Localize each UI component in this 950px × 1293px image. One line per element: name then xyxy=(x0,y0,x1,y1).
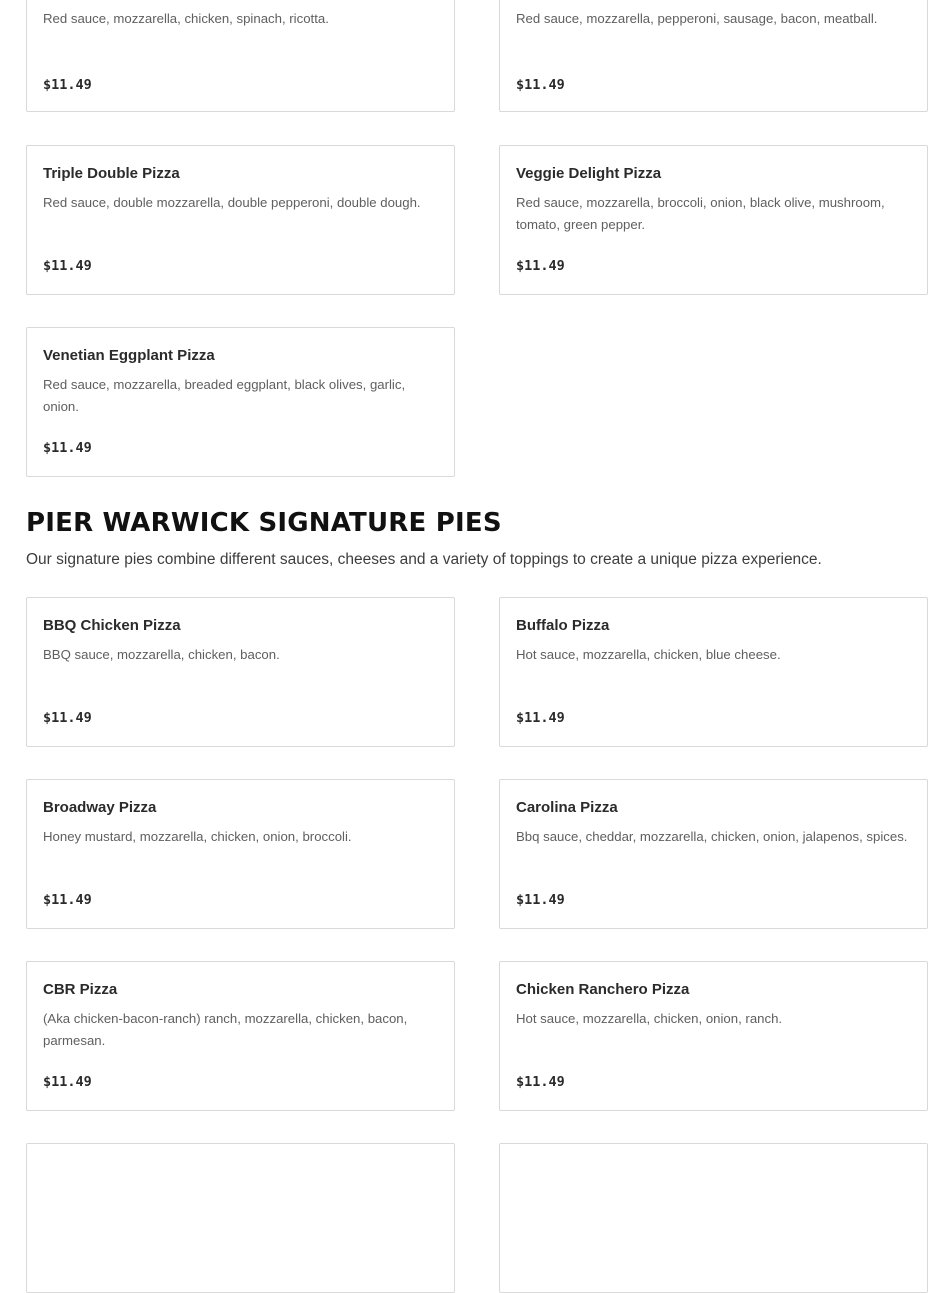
menu-item-card[interactable] xyxy=(26,1143,455,1293)
section-title: PIER WARWICK SIGNATURE PIES xyxy=(26,508,502,538)
menu-item-card[interactable] xyxy=(499,0,928,112)
menu-item-description: Bbq sauce, cheddar, mozzarella, chicken, onion, jalapenos, spices. xyxy=(516,829,908,844)
menu-item-card[interactable] xyxy=(499,779,928,929)
menu-item-card[interactable] xyxy=(499,1143,928,1293)
menu-item-name: CBR Pizza xyxy=(43,981,118,998)
menu-item-card[interactable] xyxy=(26,327,455,477)
menu-item-name: Veggie Delight Pizza xyxy=(516,165,662,182)
menu-item-price: $11.49 xyxy=(516,892,565,908)
menu-item-card[interactable] xyxy=(26,597,455,747)
menu-item-card[interactable] xyxy=(499,597,928,747)
menu-item-card[interactable] xyxy=(26,145,455,295)
menu-item-description: Red sauce, mozzarella, chicken, spinach, ricotta. xyxy=(43,11,329,26)
menu-item-description: Red sauce, mozzarella, pepperoni, sausage, bacon, meatball. xyxy=(516,11,878,26)
menu-item-name: Triple Double Pizza xyxy=(43,165,180,182)
menu-item-card[interactable] xyxy=(26,961,455,1111)
section-description: Our signature pies combine different sauces, cheeses and a variety of toppings to create a unique pizza experience. xyxy=(26,551,822,568)
menu-item-description: Red sauce, mozzarella, breaded eggplant, black olives, garlic, onion. xyxy=(43,377,406,414)
menu-item-price: $11.49 xyxy=(516,77,565,93)
menu-item-price: $11.49 xyxy=(516,1074,565,1090)
menu-item-card[interactable] xyxy=(499,961,928,1111)
menu-item-name: Broadway Pizza xyxy=(43,799,157,816)
menu-item-price: $11.49 xyxy=(43,892,92,908)
menu-item-name: Buffalo Pizza xyxy=(516,617,610,634)
menu-item-card[interactable] xyxy=(499,145,928,295)
menu-item-price: $11.49 xyxy=(516,710,565,726)
menu-item-name: Venetian Eggplant Pizza xyxy=(43,347,215,364)
menu-item-card[interactable] xyxy=(26,0,455,112)
menu-item-description: Hot sauce, mozzarella, chicken, blue cheese. xyxy=(516,647,781,662)
menu-item-description: Honey mustard, mozzarella, chicken, onion, broccoli. xyxy=(43,829,352,844)
menu-item-price: $11.49 xyxy=(43,710,92,726)
menu-item-price: $11.49 xyxy=(43,77,92,93)
menu-item-name: Carolina Pizza xyxy=(516,799,618,816)
menu-item-name: Chicken Ranchero Pizza xyxy=(516,981,690,998)
menu-item-description: Hot sauce, mozzarella, chicken, onion, ranch. xyxy=(516,1011,783,1026)
menu-item-description: Red sauce, double mozzarella, double pepperoni, double dough. xyxy=(43,195,421,210)
menu-item-price: $11.49 xyxy=(516,258,565,274)
menu-item-price: $11.49 xyxy=(43,1074,92,1090)
menu-item-description: Red sauce, mozzarella, broccoli, onion, black olive, mushroom, tomato, green pepper. xyxy=(516,195,885,232)
menu-item-card[interactable] xyxy=(26,779,455,929)
menu-item-price: $11.49 xyxy=(43,440,92,456)
menu-item-price: $11.49 xyxy=(43,258,92,274)
menu-item-description: BBQ sauce, mozzarella, chicken, bacon. xyxy=(43,647,280,662)
menu-item-description: (Aka chicken-bacon-ranch) ranch, mozzarella, chicken, bacon, parmesan. xyxy=(43,1011,408,1048)
menu-item-name: BBQ Chicken Pizza xyxy=(43,617,181,634)
